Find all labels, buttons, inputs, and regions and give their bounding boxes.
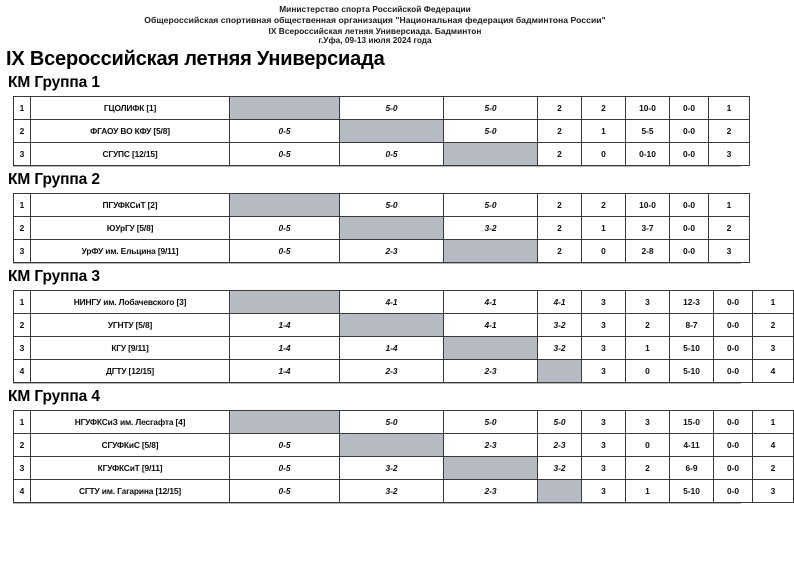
games-score: 5-10 [670,336,714,359]
match-result: 4-1 [444,290,538,313]
team-name: СГУФКиС [5/8] [31,433,230,456]
table-row [14,119,750,142]
table-bottom-rule [13,503,741,504]
final-place: 4 [753,359,794,382]
match-result: 2-3 [444,433,538,456]
match-result: 5-0 [340,410,444,433]
row-rank: 3 [14,336,31,359]
team-name: ДГТУ [12/15] [31,359,230,382]
diagonal-cell [340,119,444,142]
match-result: 1-4 [340,336,444,359]
match-result: 2-3 [340,359,444,382]
final-place: 3 [753,479,794,502]
team-name: СГУПС [12/15] [31,142,230,165]
final-place: 1 [709,193,750,216]
games-score: 6-9 [670,456,714,479]
match-result: 1-4 [230,313,340,336]
matches-won: 0 [582,142,626,165]
matches-played: 3 [582,336,626,359]
group-title: КМ Группа 1 [8,73,100,91]
row-rank: 4 [14,359,31,382]
match-result: 5-0 [444,96,538,119]
group-section [0,171,750,264]
team-name: ФГАОУ ВО КФУ [5/8] [31,119,230,142]
matches-won: 2 [582,96,626,119]
matches-played: 2 [538,193,582,216]
match-result: 5-0 [340,96,444,119]
matches-played: 2 [538,142,582,165]
row-rank: 1 [14,410,31,433]
matches-played: 3 [582,313,626,336]
extra-score: 0-0 [714,359,753,382]
diagonal-cell [538,359,582,382]
final-place: 4 [753,433,794,456]
final-place: 3 [709,142,750,165]
games-score: 10-0 [626,193,670,216]
team-name: НИНГУ им. Лобачевского [3] [31,290,230,313]
team-name: КГУФКСиТ [9/11] [31,456,230,479]
page-title: IX Всероссийская летняя Универсиада [6,47,385,70]
match-result: 3-2 [444,216,538,239]
group-title: КМ Группа 3 [8,267,100,285]
row-rank: 2 [14,216,31,239]
table-row [14,96,750,119]
matches-won: 3 [626,290,670,313]
match-result: 1-4 [230,336,340,359]
row-rank: 3 [14,456,31,479]
final-place: 3 [709,239,750,262]
row-rank: 1 [14,193,31,216]
diagonal-cell [444,336,538,359]
matches-won: 1 [582,216,626,239]
matches-played: 2 [538,239,582,262]
games-score: 12-3 [670,290,714,313]
matches-won: 1 [626,336,670,359]
match-result: 2-3 [538,433,582,456]
diagonal-cell [230,96,340,119]
final-place: 2 [709,119,750,142]
extra-score: 0-0 [714,290,753,313]
extra-score: 0-0 [714,479,753,502]
match-result: 0-5 [230,433,340,456]
table-row [14,359,794,382]
match-result: 0-5 [230,239,340,262]
matches-played: 3 [582,479,626,502]
row-rank: 4 [14,479,31,502]
standings-table [13,193,750,263]
table-row [14,290,794,313]
table-row [14,456,794,479]
table-bottom-rule [13,263,741,264]
standings-table [13,96,750,166]
match-result: 4-1 [444,313,538,336]
match-result: 0-5 [230,216,340,239]
row-rank: 2 [14,433,31,456]
final-place: 2 [753,456,794,479]
match-result: 2-3 [444,479,538,502]
standings-table [13,410,794,503]
match-result: 3-2 [538,456,582,479]
extra-score: 0-0 [670,119,709,142]
match-result: 5-0 [444,193,538,216]
games-score: 2-8 [626,239,670,262]
table-row [14,479,794,502]
games-score: 3-7 [626,216,670,239]
groups-container [0,73,776,504]
diagonal-cell [230,290,340,313]
extra-score: 0-0 [670,142,709,165]
table-row [14,433,794,456]
extra-score: 0-0 [670,239,709,262]
diagonal-cell [230,193,340,216]
extra-score: 0-0 [670,193,709,216]
match-result: 5-0 [538,410,582,433]
match-result: 5-0 [340,193,444,216]
extra-score: 0-0 [670,216,709,239]
games-score: 8-7 [670,313,714,336]
row-rank: 1 [14,290,31,313]
match-result: 0-5 [230,119,340,142]
ministry-line: Министерство спорта Российской Федерации [279,4,471,14]
row-rank: 2 [14,119,31,142]
extra-score: 0-0 [714,410,753,433]
team-name: УрФУ им. Ельцина [9/11] [31,239,230,262]
match-result: 1-4 [230,359,340,382]
table-bottom-rule [13,383,741,384]
matches-played: 2 [538,216,582,239]
match-result: 3-2 [538,313,582,336]
final-place: 1 [753,290,794,313]
standings-table [13,290,794,383]
match-result: 0-5 [230,456,340,479]
team-name: КГУ [9/11] [31,336,230,359]
matches-played: 3 [582,456,626,479]
extra-score: 0-0 [670,96,709,119]
group-section [0,267,776,384]
row-rank: 3 [14,239,31,262]
matches-won: 1 [582,119,626,142]
matches-won: 0 [626,433,670,456]
match-result: 5-0 [444,410,538,433]
table-row [14,410,794,433]
diagonal-cell [340,313,444,336]
match-result: 5-0 [444,119,538,142]
matches-won: 1 [626,479,670,502]
match-result: 2-3 [444,359,538,382]
team-name: НГУФКСиЗ им. Лесгафта [4] [31,410,230,433]
matches-won: 2 [582,193,626,216]
diagonal-cell [340,216,444,239]
group-title: КМ Группа 4 [8,387,100,405]
match-result: 3-2 [340,479,444,502]
match-result: 3-2 [340,456,444,479]
final-place: 3 [753,336,794,359]
diagonal-cell [444,142,538,165]
matches-played: 2 [538,119,582,142]
games-score: 4-11 [670,433,714,456]
final-place: 1 [709,96,750,119]
matches-won: 0 [582,239,626,262]
matches-won: 2 [626,456,670,479]
document-header [0,0,750,47]
matches-played: 3 [582,433,626,456]
games-score: 5-10 [670,479,714,502]
match-result: 0-5 [340,142,444,165]
match-result: 4-1 [340,290,444,313]
table-row [14,193,750,216]
diagonal-cell [538,479,582,502]
matches-played: 3 [582,290,626,313]
federation-line: Общероссийская спортивная общественная организация "Национальная федерация бадминтона России" [144,14,606,25]
team-name: СГТУ им. Гагарина [12/15] [31,479,230,502]
match-result: 3-2 [538,336,582,359]
team-name: ГЦОЛИФК [1] [31,96,230,119]
games-score: 5-5 [626,119,670,142]
table-bottom-rule [13,166,741,167]
diagonal-cell [444,239,538,262]
matches-won: 0 [626,359,670,382]
final-place: 2 [753,313,794,336]
table-row [14,216,750,239]
final-place: 1 [753,410,794,433]
extra-score: 0-0 [714,456,753,479]
games-score: 0-10 [626,142,670,165]
extra-score: 0-0 [714,336,753,359]
matches-played: 3 [582,359,626,382]
row-rank: 3 [14,142,31,165]
team-name: ЮУрГУ [5/8] [31,216,230,239]
matches-played: 3 [582,410,626,433]
match-result: 2-3 [340,239,444,262]
diagonal-cell [444,456,538,479]
row-rank: 1 [14,96,31,119]
final-place: 2 [709,216,750,239]
matches-played: 2 [538,96,582,119]
row-rank: 2 [14,313,31,336]
extra-score: 0-0 [714,313,753,336]
table-row [14,239,750,262]
team-name: ПГУФКСиТ [2] [31,193,230,216]
diagonal-cell [230,410,340,433]
table-row [14,142,750,165]
match-result: 0-5 [230,479,340,502]
matches-won: 2 [626,313,670,336]
group-section [0,387,776,504]
team-name: УГНТУ [5/8] [31,313,230,336]
event-line: IX Всероссийская летняя Универсиада. Бадминтон [268,25,482,36]
match-result: 4-1 [538,290,582,313]
extra-score: 0-0 [714,433,753,456]
games-score: 15-0 [670,410,714,433]
location-date-line: г.Уфа, 09-13 июля 2024 года [318,36,432,46]
games-score: 10-0 [626,96,670,119]
table-row [14,336,794,359]
diagonal-cell [340,433,444,456]
match-result: 0-5 [230,142,340,165]
matches-won: 3 [626,410,670,433]
games-score: 5-10 [670,359,714,382]
table-row [14,313,794,336]
group-title: КМ Группа 2 [8,170,100,188]
group-section [0,74,750,167]
